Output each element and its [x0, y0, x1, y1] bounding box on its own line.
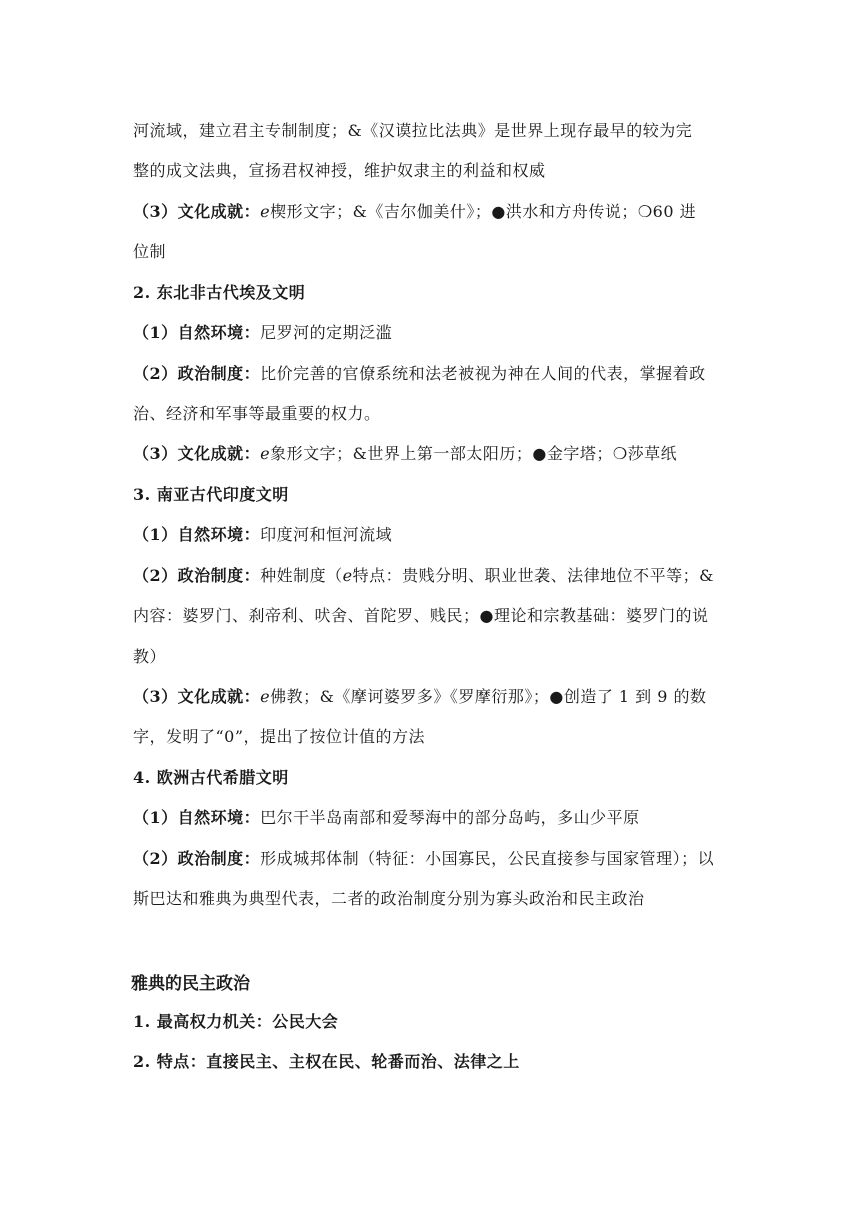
- item-text: 巴尔干半岛南部和爱琴海中的部分岛屿，多山少平原: [260, 808, 640, 827]
- text-line: [133, 323, 733, 343]
- subsection-heading: 4. 欧洲古代希腊文明: [133, 768, 289, 787]
- item-text: 种姓制度（ℯ特点：贵贱分明、职业世袭、法律地位不平等；&: [260, 566, 714, 585]
- text-line: 斯巴达和雅典为典型代表，二者的政治制度分别为寡头政治和民主政治: [133, 889, 645, 908]
- item-label: （1）自然环境：: [133, 808, 261, 827]
- text-line: 字，发明了“0”，提出了按位计值的方法: [133, 727, 426, 746]
- item-text: 尼罗河的定期泛滥: [260, 323, 393, 342]
- section-item: 2. 特点：直接民主、主权在民、轮番而治、法律之上: [133, 1052, 520, 1071]
- subsection-heading: 2. 东北非古代埃及文明: [133, 283, 306, 302]
- item-label: （2）政治制度：: [133, 849, 261, 868]
- section-item: 1. 最高权力机关：公民大会: [133, 1012, 339, 1031]
- text-line: 河流域，建立君主专制制度；&《汉谟拉比法典》是世界上现存最早的较为完: [133, 121, 693, 140]
- text-line: 教）: [133, 647, 167, 666]
- item-label: （1）自然环境：: [133, 525, 261, 544]
- item-label: （2）政治制度：: [133, 364, 261, 383]
- text-line: [133, 566, 733, 586]
- text-line: 整的成文法典，宣扬君权神授，维护奴隶主的利益和权威: [133, 161, 546, 180]
- item-label: （3）文化成就：: [133, 687, 261, 706]
- item-text: 比价完善的官僚系统和法老被视为神在人间的代表，掌握着政: [260, 364, 706, 383]
- text-line: [133, 444, 733, 464]
- item-text: ℯ佛教；&《摩诃婆罗多》《罗摩衍那》；●创造了 1 到 9 的数: [260, 687, 707, 706]
- item-text: 印度河和恒河流域: [260, 525, 393, 544]
- text-line: 位制: [133, 242, 167, 261]
- item-text: ℯ楔形文字；&《吉尔伽美什》；●洪水和方舟传说；❍60 进: [260, 202, 697, 221]
- text-line: [133, 808, 733, 828]
- text-line: 治、经济和军事等最重要的权力。: [133, 404, 381, 423]
- text-line: 内容：婆罗门、刹帝利、吠舍、首陀罗、贱民；●理论和宗教基础：婆罗门的说: [133, 606, 709, 625]
- text-line: [133, 202, 733, 222]
- item-text: ℯ象形文字；&世界上第一部太阳历；●金字塔；❍莎草纸: [260, 444, 678, 463]
- subsection-heading: 3. 南亚古代印度文明: [133, 485, 289, 504]
- item-label: （3）文化成就：: [133, 444, 261, 463]
- text-line: [133, 849, 733, 869]
- section-title: 雅典的民主政治: [131, 974, 250, 994]
- text-line: [133, 364, 733, 384]
- text-line: [133, 525, 733, 545]
- text-line: [133, 687, 733, 707]
- item-text: 形成城邦体制（特征：小国寡民，公民直接参与国家管理）；以: [260, 849, 715, 868]
- item-label: （3）文化成就：: [133, 202, 261, 221]
- item-label: （1）自然环境：: [133, 323, 261, 342]
- item-label: （2）政治制度：: [133, 566, 261, 585]
